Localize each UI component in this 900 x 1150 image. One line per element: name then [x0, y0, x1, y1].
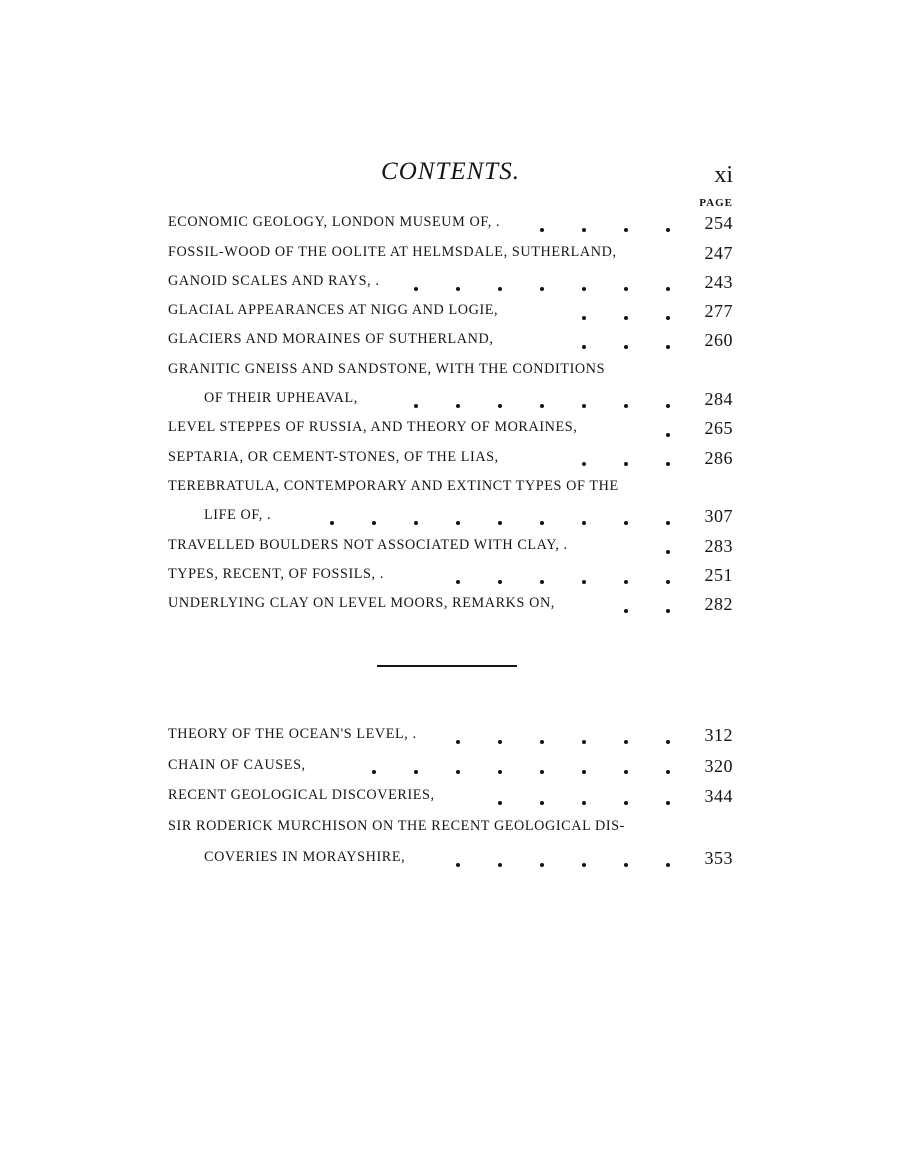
section-divider [377, 665, 517, 667]
entry-title: OF THEIR UPHEAVAL, [204, 390, 358, 407]
contents-entry [168, 325, 733, 354]
contents-entry [168, 560, 733, 589]
dot-leader [586, 603, 670, 609]
entry-title: TEREBRATULA, CONTEMPORARY AND EXTINCT TYPES OF THE [168, 477, 619, 494]
page-title: CONTENTS. [381, 158, 520, 185]
entry-title: CHAIN OF CAUSES, [168, 756, 306, 773]
dot-leader [544, 310, 670, 316]
page-folio-number: xi [714, 162, 733, 188]
entry-title: UNDERLYING CLAY ON LEVEL MOORS, REMARKS ON, [168, 595, 555, 612]
entry-page-number: 243 [704, 271, 733, 292]
entry-page-number: 286 [704, 447, 733, 468]
dot-leader [628, 545, 670, 551]
contents-entry [168, 749, 733, 780]
entry-title: GLACIAL APPEARANCES AT NIGG AND LOGIE, [168, 302, 499, 319]
contents-entry [168, 841, 733, 872]
dot-leader [628, 427, 670, 433]
entry-page-number: 283 [704, 535, 733, 556]
contents-entry [168, 589, 733, 618]
entry-title: SIR RODERICK MURCHISON ON THE RECENT GEOLOGICAL DIS- [168, 818, 625, 835]
dot-leader [418, 574, 670, 580]
dot-leader [544, 339, 670, 345]
entry-title: COVERIES IN MORAYSHIRE, [204, 848, 406, 865]
dot-leader [502, 222, 670, 228]
entry-page-number: 307 [704, 506, 733, 527]
contents-entry [168, 413, 733, 442]
entry-page-number: 265 [704, 418, 733, 439]
dot-leader [460, 795, 670, 801]
dot-leader [376, 281, 670, 287]
page-column-label: PAGE [699, 197, 733, 209]
contents-entry [168, 718, 733, 749]
dot-leader [418, 857, 670, 863]
entry-title: SEPTARIA, OR CEMENT-STONES, OF THE LIAS, [168, 448, 499, 465]
contents-entry [168, 442, 733, 471]
contents-entry [168, 472, 733, 501]
entry-title: LEVEL STEPPES OF RUSSIA, AND THEORY OF MORAINES, [168, 419, 578, 436]
dot-leader [544, 457, 670, 463]
entry-page-number: 284 [704, 389, 733, 410]
entry-title: GLACIERS AND MORAINES OF SUTHERLAND, [168, 331, 494, 348]
entry-page-number: 277 [704, 301, 733, 322]
entry-title: TYPES, RECENT, OF FOSSILS, . [168, 565, 384, 582]
page-header [168, 158, 733, 192]
entry-title: RECENT GEOLOGICAL DISCOVERIES, [168, 787, 435, 804]
entry-page-number: 251 [704, 564, 733, 585]
entry-title: LIFE OF, . [204, 507, 272, 524]
contents-entry [168, 501, 733, 530]
entry-title: GANOID SCALES AND RAYS, . [168, 272, 380, 289]
entry-title: TRAVELLED BOULDERS NOT ASSOCIATED WITH CLAY, . [168, 536, 568, 553]
entry-page-number: 260 [704, 330, 733, 351]
dot-leader [334, 765, 670, 771]
contents-list-section-2 [168, 718, 733, 872]
entry-page-number: 312 [704, 724, 733, 745]
contents-entry [168, 237, 733, 266]
contents-entry [168, 267, 733, 296]
entry-page-number: 353 [704, 847, 733, 868]
entry-page-number: 247 [704, 242, 733, 263]
entry-title: GRANITIC GNEISS AND SANDSTONE, WITH THE CONDITIONS [168, 360, 606, 377]
contents-entry [168, 384, 733, 413]
dot-leader [418, 734, 670, 740]
contents-entry [168, 354, 733, 383]
contents-entry [168, 810, 733, 841]
contents-entry [168, 530, 733, 559]
contents-entry [168, 208, 733, 237]
entry-title: THEORY OF THE OCEAN'S LEVEL, . [168, 725, 417, 742]
contents-entry [168, 780, 733, 811]
contents-entry [168, 296, 733, 325]
entry-page-number: 344 [704, 786, 733, 807]
entry-title: ECONOMIC GEOLOGY, LONDON MUSEUM OF, . [168, 214, 501, 231]
entry-title: FOSSIL-WOOD OF THE OOLITE AT HELMSDALE, SUTHERLAND, [168, 243, 617, 260]
entry-page-number: 254 [704, 213, 733, 234]
dot-leader [376, 398, 670, 404]
contents-list-section-1 [168, 208, 733, 618]
dot-leader [292, 515, 670, 521]
entry-page-number: 320 [704, 755, 733, 776]
entry-page-number: 282 [704, 594, 733, 615]
